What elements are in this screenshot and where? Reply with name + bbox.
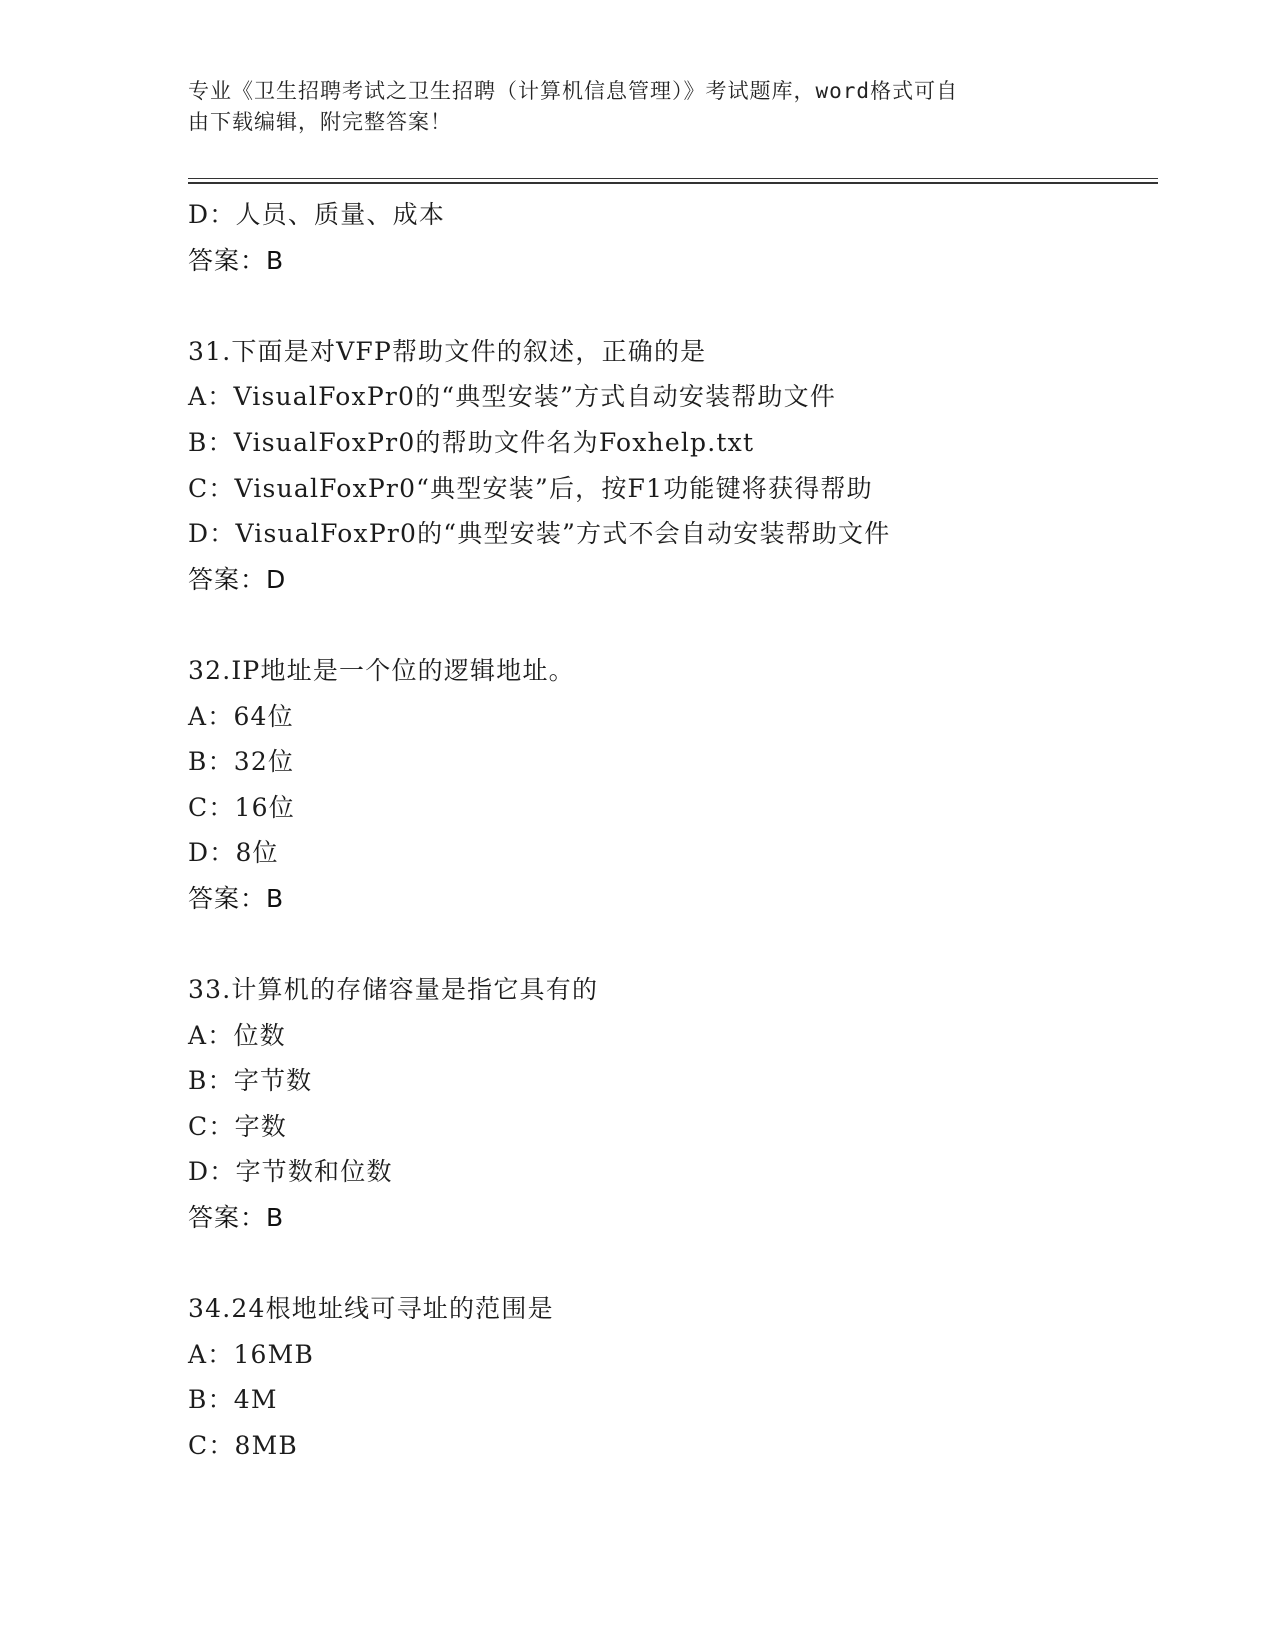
option-a: A：16MB	[188, 1339, 315, 1369]
question-31	[188, 329, 1168, 603]
option-c: C：VisualFoxPr0“典型安装”后，按F1功能键将获得帮助	[188, 473, 873, 503]
option-d: D：8位	[188, 838, 279, 868]
spacer	[188, 1241, 1168, 1287]
question-stem: 32.IP地址是一个位的逻辑地址。	[188, 655, 575, 685]
question-stem: 34.24根地址线可寻址的范围是	[188, 1294, 554, 1324]
answer-line: 答案：B	[188, 1203, 285, 1233]
option-b: B：4M	[188, 1385, 278, 1415]
spacer	[188, 602, 1168, 648]
answer-line: 答案：B	[188, 245, 285, 275]
question-stem: 31.下面是对VFP帮助文件的叙述，正确的是	[188, 336, 707, 366]
option-d: D：VisualFoxPr0的“典型安装”方式不会自动安装帮助文件	[188, 519, 891, 549]
spacer	[188, 283, 1168, 329]
option-a: A：位数	[188, 1020, 286, 1050]
option-a: A：64位	[188, 701, 294, 731]
answer-line: 答案：D	[188, 564, 287, 594]
option-c: C：字数	[188, 1111, 287, 1141]
answer-line: 答案：B	[188, 883, 285, 913]
option-d: D：字节数和位数	[188, 1157, 393, 1187]
option-b: B：VisualFoxPr0的帮助文件名为Foxhelp.txt	[188, 427, 755, 457]
header-divider-thin	[188, 178, 1158, 179]
option-b: B：32位	[188, 747, 295, 777]
header-divider-thick	[188, 182, 1158, 184]
option-c: C：16位	[188, 792, 295, 822]
option-c: C：8MB	[188, 1431, 299, 1461]
header-line-2: 由下载编辑，附完整答案！	[188, 110, 452, 134]
header-line-1: 专业《卫生招聘考试之卫生招聘（计算机信息管理）》考试题库，word格式可自	[188, 79, 959, 103]
question-list	[188, 192, 1168, 1469]
spacer	[188, 922, 1168, 968]
document-header	[188, 76, 1068, 138]
question-32	[188, 648, 1168, 922]
question-33	[188, 967, 1168, 1241]
question-34	[188, 1286, 1168, 1468]
question-30-tail	[188, 192, 1168, 283]
question-stem: 33.计算机的存储容量是指它具有的	[188, 975, 599, 1005]
option-d: D：人员、质量、成本	[188, 200, 446, 229]
option-a: A：VisualFoxPr0的“典型安装”方式自动安装帮助文件	[188, 382, 837, 412]
option-b: B：字节数	[188, 1066, 313, 1096]
